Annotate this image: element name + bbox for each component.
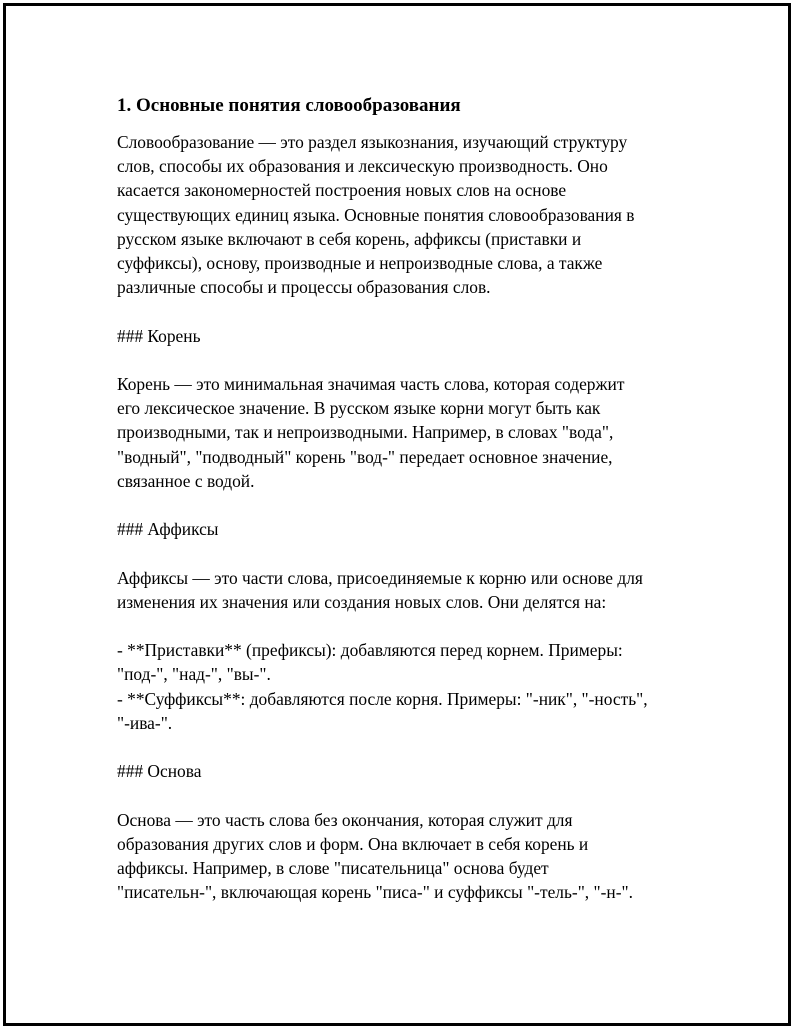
koren-paragraph xyxy=(117,372,692,493)
text-line: Корень — это минимальная значимая часть слова, которая содержит xyxy=(117,374,625,394)
spacer xyxy=(117,493,692,517)
text-line: "водный", "подводный" корень "вод-" передает основное значение, xyxy=(117,446,613,467)
spacer xyxy=(117,348,692,372)
spacer xyxy=(117,614,692,638)
text-line: производными, так и непроизводными. Например, в словах "вода", xyxy=(117,422,614,443)
text-line: его лексическое значение. В русском языке корни могут быть как xyxy=(117,398,601,419)
text-line: изменения их значения или создания новых слов. Они делятся на: xyxy=(117,591,607,612)
list-item-line: "-ива-". xyxy=(117,712,173,733)
text-line: различные способы и процессы образования слов. xyxy=(117,277,491,298)
document-title: 1. Основные понятия словообразования xyxy=(117,95,461,116)
text-line: Основа — это часть слова без окончания, которая служит для xyxy=(117,809,573,830)
text-line: касается закономерностей построения новых слов на основе xyxy=(117,180,567,201)
section-heading-osnova: ### Основа xyxy=(117,761,202,782)
text-line: Аффиксы — это части слова, присоединяемые к корню или основе для xyxy=(117,567,643,588)
section-heading-koren: ### Корень xyxy=(117,325,201,346)
section-heading-affiksy: ### Аффиксы xyxy=(117,519,219,540)
list-item-line: "под-", "над-", "вы-". xyxy=(117,664,271,685)
document-body xyxy=(117,92,692,904)
text-line: существующих единиц языка. Основные понятия словообразования в xyxy=(117,204,635,225)
affiksy-list xyxy=(117,638,692,735)
text-line: образования других слов и форм. Она включает в себя корень и xyxy=(117,833,589,854)
text-line: "писательн-", включающая корень "писа-" и суффиксы "-тель-", "-н-". xyxy=(117,882,633,903)
spacer xyxy=(117,783,692,807)
text-line: слов, способы их образования и лексическую производность. Оно xyxy=(117,156,608,177)
affiksy-paragraph xyxy=(117,566,692,614)
text-line: связанное с водой. xyxy=(117,470,255,491)
spacer xyxy=(117,735,692,759)
text-line: русском языке включают в себя корень, аффиксы (приставки и xyxy=(117,228,582,249)
text-line: аффиксы. Например, в слове "писательница" основа будет xyxy=(117,857,549,878)
spacer xyxy=(117,299,692,323)
list-item-line: - **Приставки** (префиксы): добавляются перед корнем. Примеры: xyxy=(117,640,623,661)
text-line: Словообразование — это раздел языкознания, изучающий структуру xyxy=(117,132,628,152)
osnova-paragraph xyxy=(117,808,692,905)
spacer xyxy=(117,541,692,565)
text-line: суффиксы), основу, производные и непроизводные слова, а также xyxy=(117,253,603,274)
intro-paragraph xyxy=(117,130,692,299)
list-item-line: - **Суффиксы**: добавляются после корня. Примеры: "-ник", "-ность", xyxy=(117,688,648,709)
